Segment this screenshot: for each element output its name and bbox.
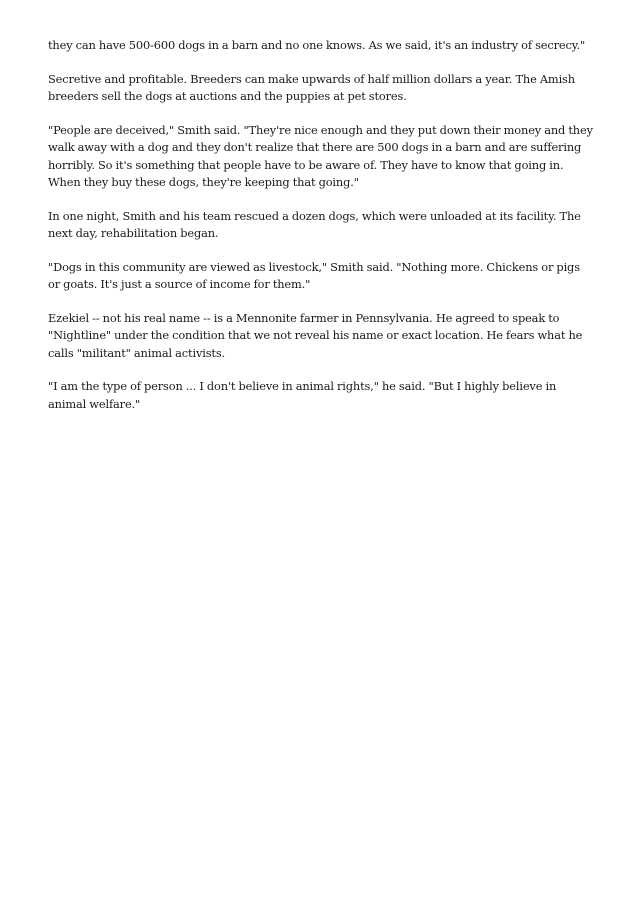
paragraph-4: In one night, Smith and his team rescued a dozen dogs, which were unloaded at its facility. The next day, rehabilitation began. xyxy=(48,208,581,240)
paragraph-1: they can have 500-600 dogs in a barn and no one knows. As we said, it's an industry of secrecy." xyxy=(48,38,586,52)
document-page xyxy=(48,37,593,429)
paragraph-5: "Dogs in this community are viewed as livestock," Smith said. "Nothing more. Chickens or pigs or goats. It's just a source of income for them." xyxy=(48,259,580,291)
paragraph-6: Ezekiel -- not his real name -- is a Mennonite farmer in Pennsylvania. He agreed to speak to "Nightline" under the condition that we not reveal his name or exact location. He fears what he calls "militant" animal activists. xyxy=(48,310,583,360)
paragraph-2: Secretive and profitable. Breeders can make upwards of half million dollars a year. The Amish breeders sell the dogs at auctions and the puppies at pet stores. xyxy=(48,71,575,103)
paragraph-3: "People are deceived," Smith said. "They're nice enough and they put down their money and they walk away with a dog and they don't realize that there are 500 dogs in a barn and are suffering horribly. So it's something that people have to be aware of. They have to know that going in. When they buy these dogs, they're keeping that going." xyxy=(48,122,593,189)
paragraph-7: "I am the type of person ... I don't believe in animal rights," he said. "But I highly believe in animal welfare." xyxy=(48,379,557,411)
